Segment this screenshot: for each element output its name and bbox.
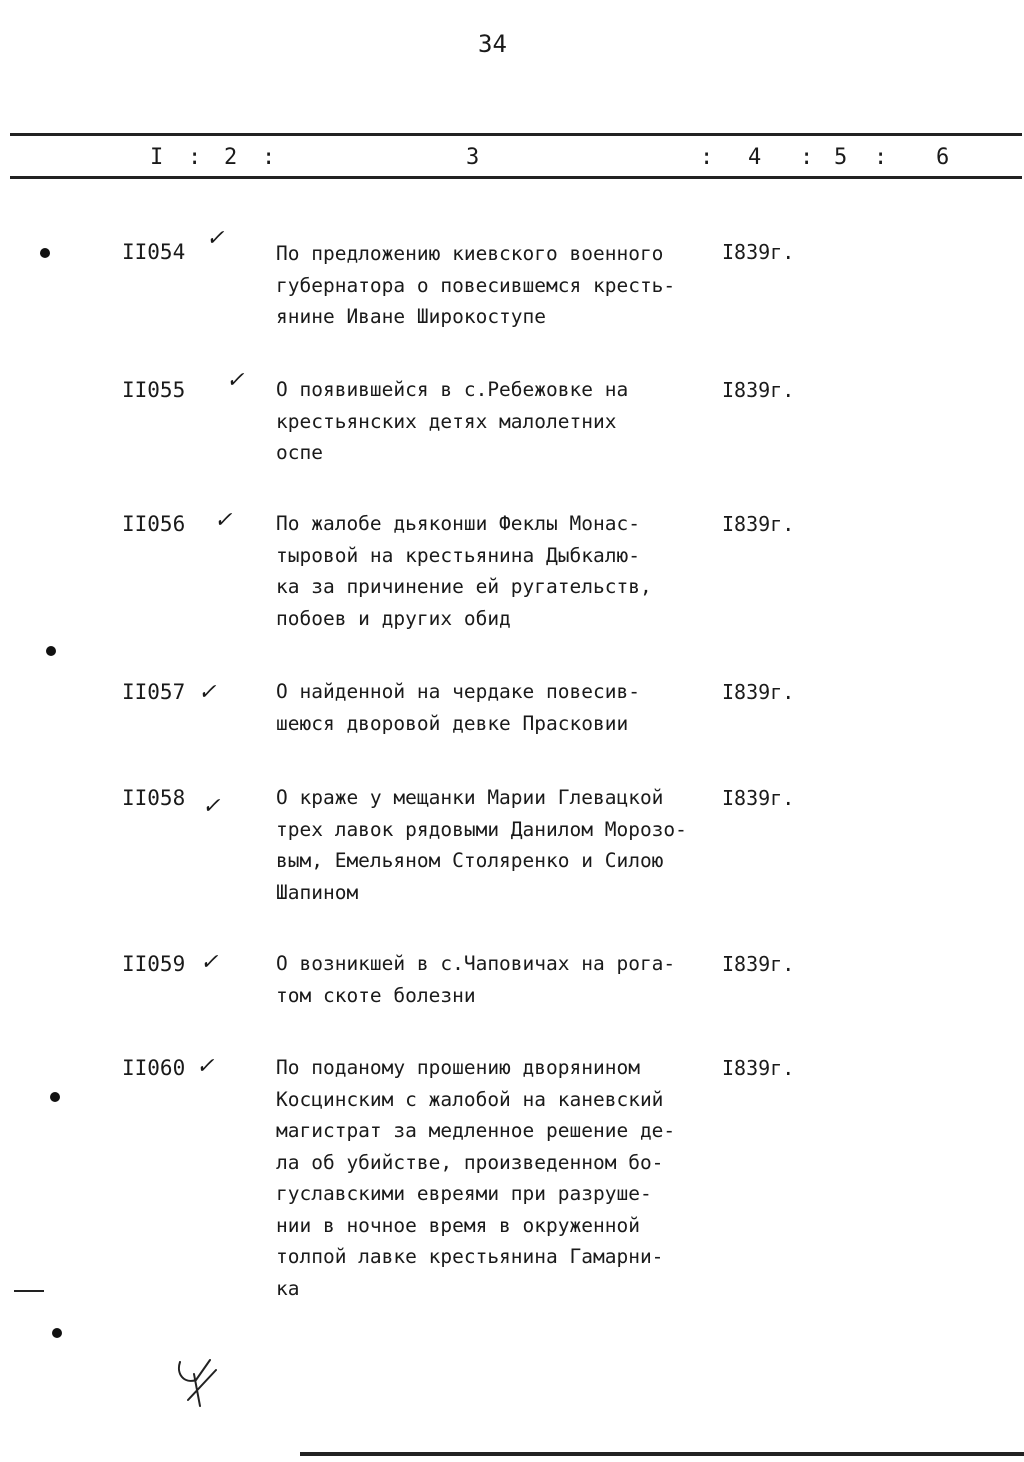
punch-hole (52, 1328, 62, 1338)
column-separator: : (700, 145, 714, 170)
column-separator: : (188, 145, 202, 170)
check-mark-icon: ✓ (206, 226, 225, 251)
entry-description: По жалобе дьяконши Феклы Монас- тыровой на крестьянина Дыбкалю- ка за причинение ей ругательств, побоев и других обид (276, 512, 652, 630)
page-bottom-edge (300, 1452, 1024, 1456)
entry-number: II060 (122, 1056, 186, 1080)
entry-year: I839г. (722, 680, 795, 704)
punch-hole (50, 1092, 60, 1102)
entry-year: I839г. (722, 240, 795, 264)
check-mark-icon: ✓ (196, 1054, 215, 1079)
entry-number: II054 (122, 240, 186, 264)
margin-dash (14, 1290, 44, 1292)
entry-year: I839г. (722, 378, 795, 402)
column-header-2: 2 (224, 145, 238, 170)
entry-description: О появившейся в с.Ребежовке на крестьянских детях малолетних оспе (276, 378, 629, 464)
entry-number: II059 (122, 952, 186, 976)
entry-number: II056 (122, 512, 186, 536)
column-separator: : (262, 145, 276, 170)
handwritten-mark-icon (170, 1350, 226, 1410)
entry-number: II055 (122, 378, 186, 402)
entry-number: II058 (122, 786, 186, 810)
entry-year: I839г. (722, 786, 795, 810)
column-header-4: 4 (748, 145, 762, 170)
entry-year: I839г. (722, 1056, 795, 1080)
entry-number: II057 (122, 680, 186, 704)
header-bottom-rule (10, 176, 1022, 179)
column-header-3: 3 (466, 145, 480, 170)
entry-description: О краже у мещанки Марии Глевацкой трех лавок рядовыми Данилом Морозо- вым, Емельяном Столяренко и Силою Шапином (276, 786, 687, 904)
column-header-5: 5 (834, 145, 848, 170)
check-mark-icon: ✓ (198, 680, 217, 705)
entry-description: По предложению киевского военного губернатора о повесившемся кресть- янине Иване Широкоступе (276, 242, 676, 328)
column-separator: : (800, 145, 814, 170)
entry-year: I839г. (722, 952, 795, 976)
punch-hole (40, 248, 50, 258)
check-mark-icon: ✓ (202, 794, 221, 819)
column-separator: : (874, 145, 888, 170)
column-header-1: I (150, 145, 164, 170)
punch-hole (46, 646, 56, 656)
entry-year: I839г. (722, 512, 795, 536)
entry-description: О возникшей в с.Чаповичах на рога- том скоте болезни (276, 952, 676, 1007)
column-header-6: 6 (936, 145, 950, 170)
entry-description: О найденной на чердаке повесив- шеюся дворовой девке Прасковии (276, 680, 640, 735)
header-top-rule (10, 133, 1022, 136)
check-mark-icon: ✓ (214, 508, 233, 533)
check-mark-icon: ✓ (226, 368, 245, 393)
page-number: 34 (478, 30, 507, 58)
entry-description: По поданому прошению дворянином Косцинским с жалобой на каневский магистрат за медленное решение де- ла об убийстве, произведенном бо- гуславскими евреями при разруше- нии в ночное время в окруженной толпой лавке крестьянина Гамарни- ка (276, 1056, 676, 1300)
check-mark-icon: ✓ (200, 950, 219, 975)
